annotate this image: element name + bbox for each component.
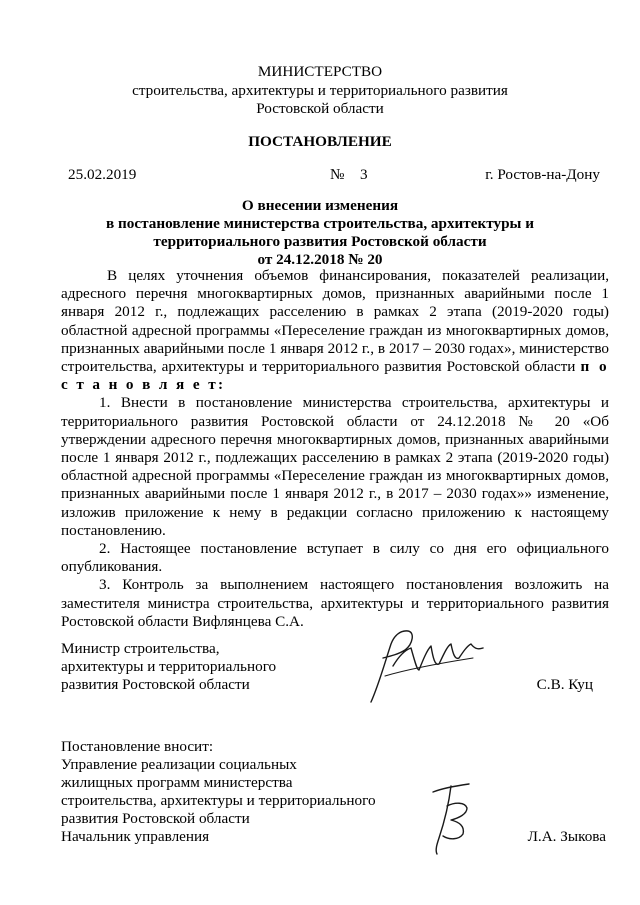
title-line-2: в постановление министерства строительства, архитектуры и	[106, 215, 534, 232]
preamble-paragraph	[61, 267, 609, 394]
document-type: ПОСТАНОВЛЕНИЕ	[248, 133, 392, 150]
submitter-signature-block	[61, 738, 376, 846]
document-date: 25.02.2019	[68, 166, 137, 183]
title-line-4: от 24.12.2018 № 20	[257, 251, 383, 268]
minister-signature-block	[61, 640, 276, 694]
submitter-line-2: Управление реализации социальных	[61, 756, 297, 773]
minister-handwritten-signature	[355, 618, 495, 706]
submitter-line-4: строительства, архитектуры и территориального	[61, 792, 376, 809]
item-1-paragraph: 1. Внести в постановление министерства строительства, архитектуры и территориального развития Ростовской области от 24.12.2018 № 20 «Об утверждении адресного перечня многоквартирных домов, признанных аварийными после 1 января 2012 г., подлежащих расселению в рамках 2 этапа (2019-2020 годы) областной адресной программы «Переселение граждан из многоквартирных домов, признанных аварийными после 1 января 2012 г., в 2017 – 2030 годах»» изменение, изложив приложение к нему в редакции согласно приложению к настоящему постановлению.	[61, 394, 609, 539]
number-label: №	[330, 166, 345, 183]
head-of-department-name: Л.А. Зыкова	[527, 828, 606, 845]
submitter-line-1: Постановление вносит:	[61, 738, 214, 755]
resolves-word: п о с т а н о в л я е т:	[61, 358, 609, 394]
item-2-paragraph: 2. Настоящее постановление вступает в силу со дня его официального опубликования.	[61, 540, 609, 576]
submitter-line-6: Начальник управления	[61, 828, 210, 845]
document-city: г. Ростов-на-Дону	[485, 166, 600, 183]
ministry-heading: МИНИСТЕРСТВО	[257, 63, 383, 80]
region-name: Ростовской области	[256, 100, 384, 117]
submitter-line-3: жилищных программ министерства	[61, 774, 293, 791]
preamble-text: В целях уточнения объемов финансирования, показателей реализации, адресного перечня многоквартирных домов, признанных аварийными после 1 января 2012 г., подлежащих расселению в рамках 2 этапа (2019-2020 годы) областной адресной программы «Переселение граждан из многоквартирных домов, признанных аварийными после 1 января 2012 г., в 2017 – 2030 годах», министерство строительства, архитектуры и территориального развития Ростовской области	[61, 267, 609, 376]
minister-name: С.В. Куц	[536, 676, 593, 693]
document-body	[61, 267, 609, 631]
head-of-department-handwritten-signature	[425, 778, 481, 858]
title-line-1: О внесении изменения	[241, 197, 399, 214]
ministry-full-name: строительства, архитектуры и территориального развития	[132, 82, 508, 99]
minister-title-line-3: развития Ростовской области	[61, 676, 250, 693]
submitter-line-5: развития Ростовской области	[61, 810, 250, 827]
document-number: 3	[360, 166, 368, 183]
document-meta-row	[68, 165, 600, 185]
item-3-paragraph: 3. Контроль за выполнением настоящего постановления возложить на заместителя министра строительства, архитектуры и территориального развития Ростовской области Вифлянцева С.А.	[61, 576, 609, 630]
title-line-3: территориального развития Ростовской области	[153, 233, 487, 250]
minister-title-line-1: Министр строительства,	[61, 640, 220, 657]
minister-title-line-2: архитектуры и территориального	[61, 658, 277, 675]
document-title	[0, 197, 640, 269]
